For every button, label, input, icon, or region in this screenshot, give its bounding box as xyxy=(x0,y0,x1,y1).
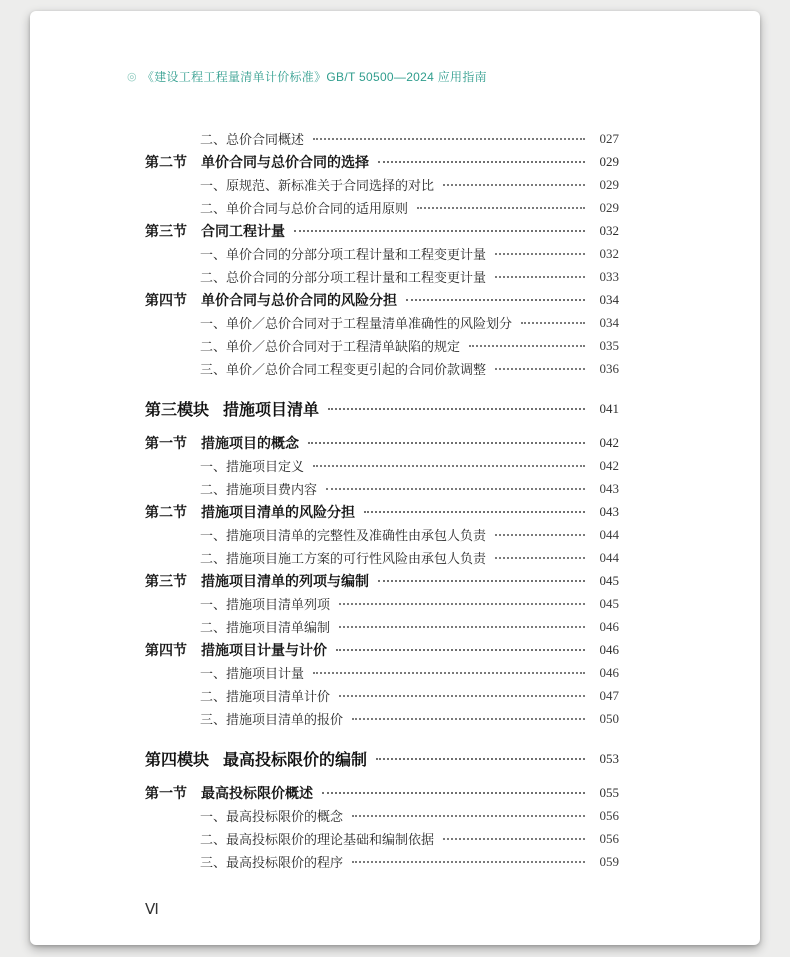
toc-entry-label: 一、最高投标限价的概念 xyxy=(200,809,344,824)
toc-entry-label: 措施项目计量与计价 xyxy=(201,641,327,658)
toc-entry xyxy=(145,546,619,569)
dot-leader xyxy=(352,815,585,817)
toc-entry-label: 一、措施项目清单列项 xyxy=(200,597,331,612)
toc-entry-label: 措施项目清单的列项与编制 xyxy=(201,572,369,589)
dot-leader xyxy=(376,758,585,760)
toc-page-number: 029 xyxy=(599,176,619,192)
toc-page-number: 047 xyxy=(599,687,619,703)
dot-leader xyxy=(443,838,585,840)
toc-page-number: 056 xyxy=(599,807,619,823)
toc-entry-label: 三、最高投标限价的程序 xyxy=(200,855,344,870)
toc-entry xyxy=(145,311,619,334)
toc-entry xyxy=(145,219,619,242)
toc-page-number: 033 xyxy=(599,268,619,284)
toc-entry-label: 一、单价合同的分部分项工程计量和工程变更计量 xyxy=(200,247,487,262)
toc-page-number: 046 xyxy=(599,618,619,634)
dot-leader xyxy=(495,557,585,559)
dot-leader xyxy=(521,322,585,324)
dot-leader xyxy=(322,792,585,794)
toc-entry xyxy=(145,500,619,523)
dot-leader xyxy=(339,603,585,605)
toc-page-number: 059 xyxy=(599,853,619,869)
toc-page-number: 035 xyxy=(599,337,619,353)
running-header xyxy=(127,68,760,85)
toc-page-number: 055 xyxy=(599,784,619,800)
toc-entry xyxy=(145,334,619,357)
toc-page-number: 029 xyxy=(599,199,619,215)
toc-entry-label: 一、单价／总价合同对于工程量清单准确性的风险划分 xyxy=(200,316,513,331)
toc-entry-label: 一、原规范、新标准关于合同选择的对比 xyxy=(200,178,435,193)
toc-page-number: 046 xyxy=(599,664,619,680)
dot-leader xyxy=(443,184,585,186)
toc-entry-label: 最高投标限价的编制 xyxy=(223,752,368,769)
toc-entry xyxy=(145,265,619,288)
toc-entry-label: 二、总价合同的分部分项工程计量和工程变更计量 xyxy=(200,270,487,285)
toc-entry-label: 二、措施项目施工方案的可行性风险由承包人负责 xyxy=(200,551,487,566)
toc-entry xyxy=(145,454,619,477)
toc-entry xyxy=(145,431,619,454)
toc-entry-number: 第三节 xyxy=(145,222,187,239)
toc-page-number: 027 xyxy=(599,130,619,146)
dot-leader xyxy=(378,580,585,582)
dot-leader xyxy=(326,488,585,490)
toc-list xyxy=(145,127,619,873)
toc-entry xyxy=(145,357,619,380)
dot-leader xyxy=(313,138,585,140)
toc-entry xyxy=(145,684,619,707)
toc-page-number: 050 xyxy=(599,710,619,726)
toc-entry-number: 第二节 xyxy=(145,153,187,170)
dot-leader xyxy=(417,207,585,209)
toc-entry-label: 三、单价／总价合同工程变更引起的合同价款调整 xyxy=(200,362,487,377)
dot-leader xyxy=(308,442,585,444)
dot-leader xyxy=(352,861,585,863)
dot-leader xyxy=(495,368,585,370)
toc-entry-label: 二、措施项目费内容 xyxy=(200,482,318,497)
toc-entry xyxy=(145,242,619,265)
toc-page-number: 032 xyxy=(599,222,619,238)
toc-page-number: 044 xyxy=(599,526,619,542)
toc-page-number: 043 xyxy=(599,480,619,496)
toc-entry xyxy=(145,781,619,804)
toc-entry xyxy=(145,850,619,873)
toc-entry-label: 措施项目的概念 xyxy=(201,434,299,451)
toc-page-number: 029 xyxy=(599,153,619,169)
toc-entry xyxy=(145,638,619,661)
dot-leader xyxy=(313,672,585,674)
toc-entry xyxy=(145,745,619,772)
toc-page-number: 034 xyxy=(599,291,619,307)
dot-leader xyxy=(495,253,585,255)
toc-page-number: 053 xyxy=(599,750,619,766)
toc-page-number: 044 xyxy=(599,549,619,565)
toc-page-number: 034 xyxy=(599,314,619,330)
toc-page-number: 032 xyxy=(599,245,619,261)
toc-entry-label: 一、措施项目定义 xyxy=(200,459,305,474)
toc-entry-number: 第四节 xyxy=(145,641,187,658)
page-number: Ⅵ xyxy=(145,902,159,918)
toc-entry-number: 第一节 xyxy=(145,434,187,451)
toc-entry xyxy=(145,395,619,422)
toc-entry xyxy=(145,523,619,546)
toc-entry-label: 单价合同与总价合同的选择 xyxy=(201,153,369,170)
dot-leader xyxy=(339,695,585,697)
toc-page-number: 045 xyxy=(599,572,619,588)
toc-page-number: 045 xyxy=(599,595,619,611)
toc-entry-number: 第四节 xyxy=(145,291,187,308)
toc-entry xyxy=(145,288,619,311)
dot-leader xyxy=(313,465,585,467)
toc-entry xyxy=(145,707,619,730)
toc-page-number: 056 xyxy=(599,830,619,846)
toc-page-number: 043 xyxy=(599,503,619,519)
toc-entry-label: 单价合同与总价合同的风险分担 xyxy=(201,291,397,308)
toc-entry xyxy=(145,827,619,850)
toc-page-number: 042 xyxy=(599,457,619,473)
toc-entry-label: 二、措施项目清单计价 xyxy=(200,689,331,704)
toc-entry xyxy=(145,661,619,684)
toc-entry-label: 二、单价／总价合同对于工程清单缺陷的规定 xyxy=(200,339,461,354)
toc-entry-number: 第四模块 xyxy=(145,752,210,769)
toc-entry-number: 第二节 xyxy=(145,503,187,520)
toc-entry-label: 措施项目清单 xyxy=(223,402,320,419)
book-title: 《建设工程工程量清单计价标准》GB/T 50500—2024 应用指南 xyxy=(141,70,487,84)
toc-page-number: 041 xyxy=(599,400,619,416)
dot-leader xyxy=(364,511,585,513)
dot-leader xyxy=(339,626,585,628)
toc-entry xyxy=(145,569,619,592)
dot-leader xyxy=(352,718,585,720)
dot-leader xyxy=(469,345,585,347)
toc-entry-label: 二、总价合同概述 xyxy=(200,132,305,147)
toc-page-number: 036 xyxy=(599,360,619,376)
toc-entry-number: 第三节 xyxy=(145,572,187,589)
toc-entry-label: 二、最高投标限价的理论基础和编制依据 xyxy=(200,832,435,847)
dot-leader xyxy=(328,408,585,410)
toc-entry xyxy=(145,196,619,219)
toc-entry-label: 三、措施项目清单的报价 xyxy=(200,712,344,727)
toc-entry xyxy=(145,615,619,638)
dot-leader xyxy=(495,276,585,278)
toc-entry-number: 第三模块 xyxy=(145,402,210,419)
dot-leader xyxy=(336,649,585,651)
toc-page-number: 046 xyxy=(599,641,619,657)
toc-entry xyxy=(145,477,619,500)
toc-entry xyxy=(145,173,619,196)
ring-icon: ◎ xyxy=(127,71,137,83)
toc-entry xyxy=(145,804,619,827)
dot-leader xyxy=(378,161,585,163)
dot-leader xyxy=(406,299,585,301)
document-page xyxy=(30,11,760,945)
toc-entry-label: 二、单价合同与总价合同的适用原则 xyxy=(200,201,409,216)
toc-entry-label: 措施项目清单的风险分担 xyxy=(201,503,355,520)
toc-entry xyxy=(145,127,619,150)
toc-entry-label: 合同工程计量 xyxy=(201,222,285,239)
toc-page-number: 042 xyxy=(599,434,619,450)
toc-entry-number: 第一节 xyxy=(145,784,187,801)
toc-entry-label: 一、措施项目计量 xyxy=(200,666,305,681)
toc-entry-label: 最高投标限价概述 xyxy=(201,784,313,801)
dot-leader xyxy=(495,534,585,536)
toc-entry xyxy=(145,592,619,615)
dot-leader xyxy=(294,230,585,232)
toc-entry-label: 一、措施项目清单的完整性及准确性由承包人负责 xyxy=(200,528,487,543)
toc-entry xyxy=(145,150,619,173)
toc-entry-label: 二、措施项目清单编制 xyxy=(200,620,331,635)
